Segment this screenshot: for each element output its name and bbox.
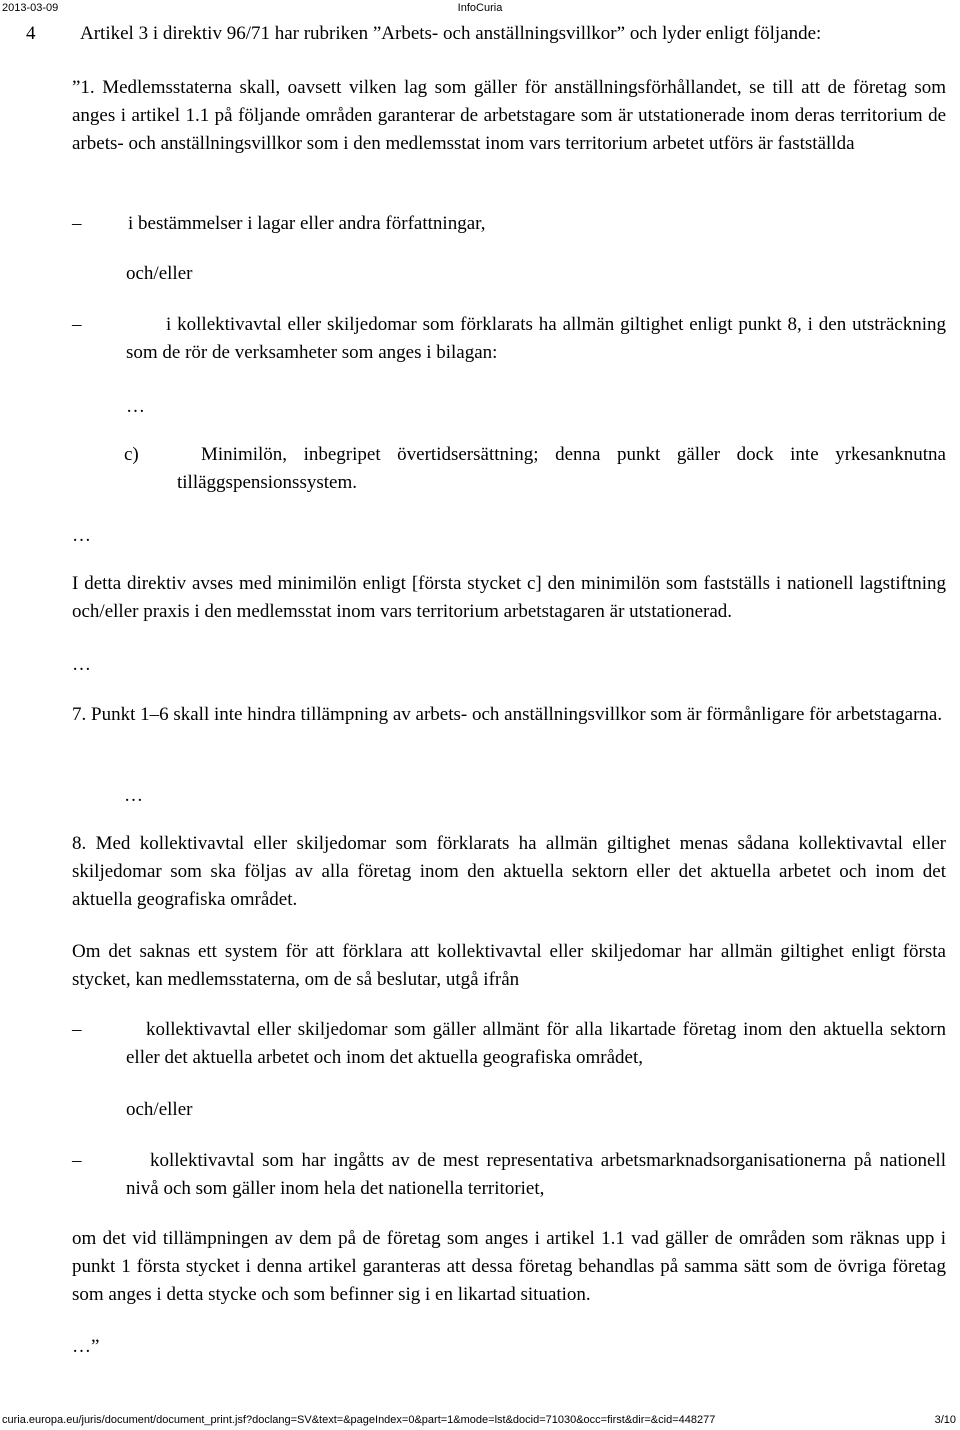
list-item-laws: i bestämmelser i lagar eller andra författningar, [128,213,486,234]
dash-marker: – [72,213,82,234]
paragraph-number: 4 [26,23,36,44]
paragraph-no-system: Om det saknas ett system för att förklara att kollektivavtal eller skiljedomar har allmän giltighet enligt första stycket, kan medlemsstaterna, om de så beslutar, utgå ifrån [72,941,946,990]
sub-item-minimum-wage: Minimilön, inbegripet övertidsersättning; denna punkt gäller dock inte yrkesanknutna tilläggspensionssystem. [177,444,946,493]
header-date: 2013-03-09 [2,2,59,14]
equal-treatment-paragraph: om det vid tillämpningen av dem på de företag som anges i artikel 1.1 vad gäller de områden som räknas upp i punkt 1 första stycket i denna artikel garanteras att dessa företag behandlas på samma sätt som de övriga företag som anges i detta stycke och som befinner sig i en likartad situation. [72,1228,946,1305]
closing-ellipsis: …” [72,1336,100,1357]
paragraph-intro: Artikel 3 i direktiv 96/71 har rubriken ”Arbets- och anställningsvillkor” och lyder enligt följande: [80,23,822,44]
and-or-connector: och/eller [126,1099,193,1120]
list-item-representative-organisations: kollektivavtal som har ingåtts av de mest representativa arbetsmarknadsorganisationerna på nationell nivå och som gäller inom hela det nationella territoriet, [126,1150,946,1199]
ellipsis: … [126,396,145,417]
ellipsis: … [72,654,91,675]
list-item-collective-agreements: i kollektivavtal eller skiljedomar som förklarats ha allmän giltighet enligt punkt 8, i den utsträckning som de rör de verksamheter som anges i bilagan: [126,314,946,363]
article-paragraph-8: 8. Med kollektivavtal eller skiljedomar som förklarats ha allmän giltighet menas sådana kollektivavtal eller skiljedomar som ska följas av alla företag inom den aktuella sektorn eller det aktuella arbetet och inom det aktuella geografiska området. [72,833,946,910]
ellipsis: … [124,785,143,806]
list-item-generally-applicable: kollektivavtal eller skiljedomar som gäller allmänt för alla likartade företag inom den aktuella sektorn eller det aktuella arbetet och inom det aktuella geografiska området, [126,1019,946,1068]
minimum-wage-definition: I detta direktiv avses med minimilön enligt [första stycket c] den minimilön som fastställs i nationell lagstiftning och/eller praxis i den medlemsstat inom vars territorium arbetstagaren är utstationerad. [72,573,946,622]
dash-marker: – [72,1019,82,1040]
footer-url: curia.europa.eu/juris/document/document_print.jsf?doclang=SV&text=&pageIndex=0&part=1&mode=lst&docid=71030&occ=first&dir=&cid=448277 [2,1414,716,1426]
article-paragraph-1: ”1. Medlemsstaterna skall, oavsett vilken lag som gäller för anställningsförhållandet, se till att de företag som anges i artikel 1.1 på följande områden garanterar de arbetstagare som är utstationerade inom deras territorium de arbets- och anställningsvillkor som i den medlemsstat inom vars territorium arbetet utförs är fastställda [72,77,946,154]
dash-marker: – [72,1150,82,1171]
footer-page-number: 3/10 [934,1414,956,1426]
sub-item-label: c) [124,444,139,465]
article-paragraph-7: 7. Punkt 1–6 skall inte hindra tillämpning av arbets- och anställningsvillkor som är förmånligare för arbetstagarna. [72,704,943,725]
and-or-connector: och/eller [126,263,193,284]
header-site-name: InfoCuria [457,2,503,14]
ellipsis: … [72,525,91,546]
dash-marker: – [72,314,82,335]
